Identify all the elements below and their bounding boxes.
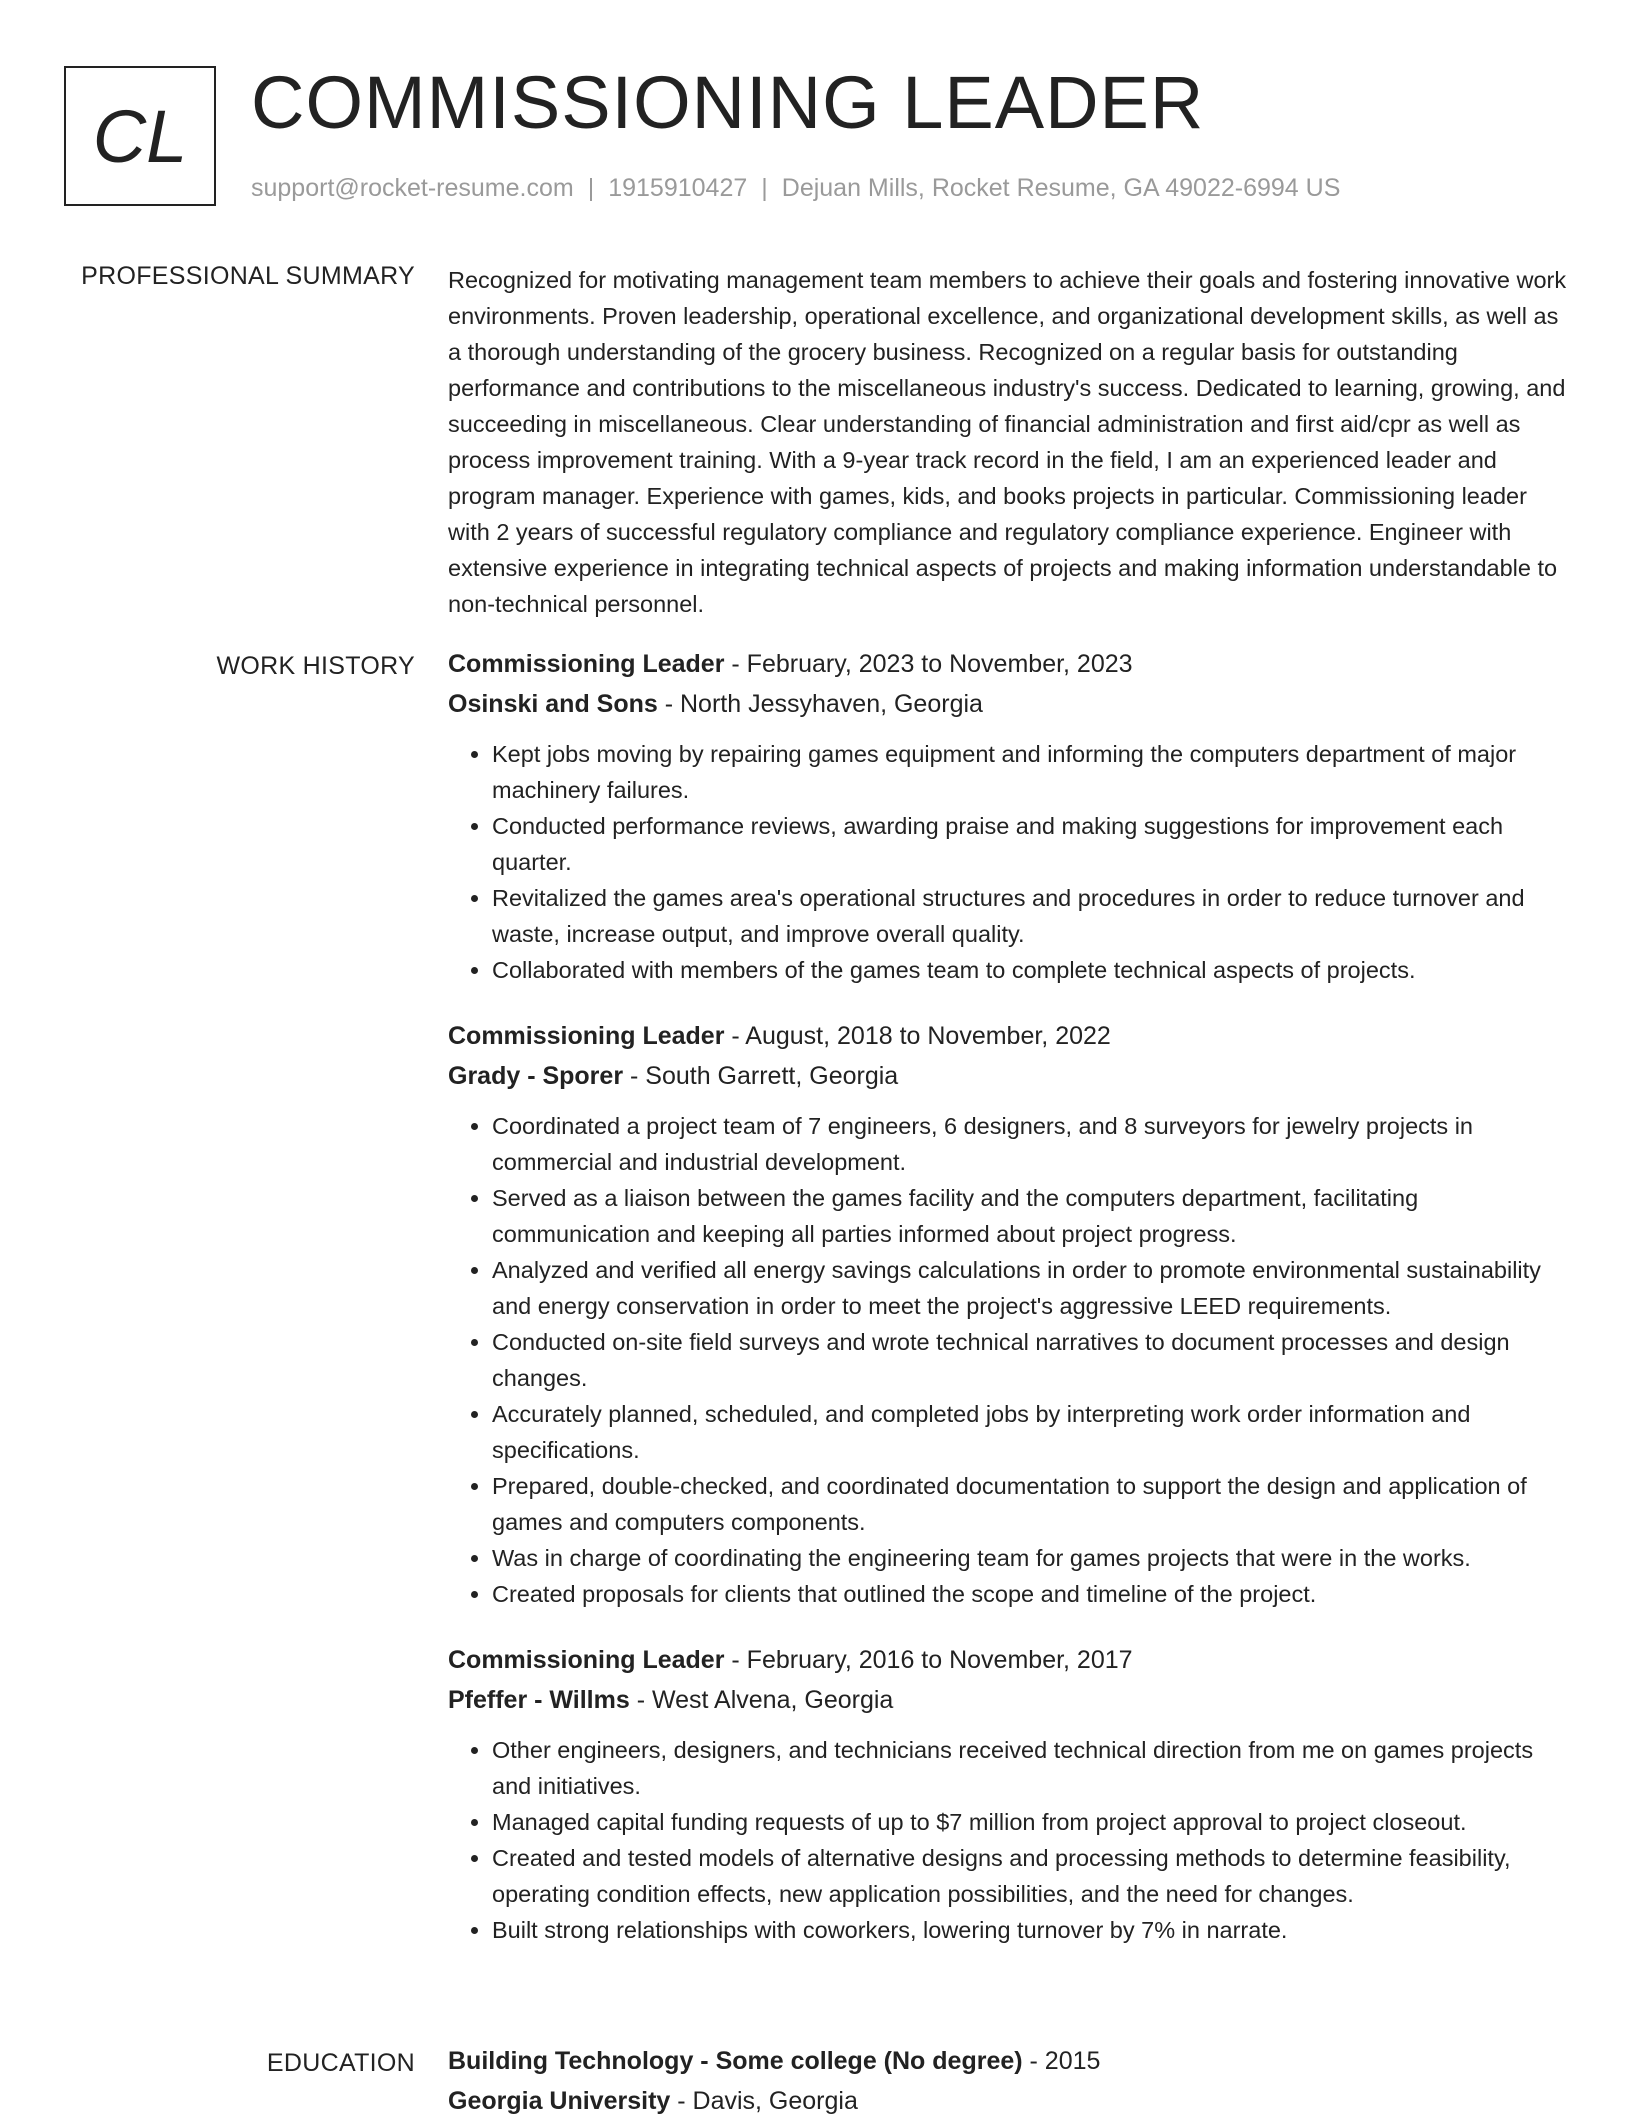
list-item: • Served as a liaison between the games facility and the computers department, facilitating communication and keeping all parties informed about project progress.: [492, 1180, 1568, 1252]
job-title-line: [448, 644, 1568, 684]
list-item: • Created proposals for clients that outlined the scope and timeline of the project.: [492, 1576, 1568, 1612]
job-dates: - February, 2023 to November, 2023: [724, 650, 1133, 678]
list-item: • Revitalized the games area's operational structures and procedures in order to reduce turnover and waste, increase output, and improve overall quality.: [492, 880, 1568, 952]
job-bullets: [448, 736, 1568, 988]
job-company: Osinski and Sons: [448, 690, 658, 718]
contact-email: support@rocket-resume.com: [251, 174, 574, 202]
education-heading: EDUCATION: [266, 2049, 415, 2077]
list-item: • Managed capital funding requests of up to $7 million from project approval to project closeout.: [492, 1804, 1568, 1840]
job-company-line: [448, 1680, 1568, 1720]
job-entry: [448, 644, 1568, 988]
contact-separator: |: [761, 174, 768, 202]
job-dates: - August, 2018 to November, 2022: [724, 1022, 1111, 1050]
job-bullets: [448, 1108, 1568, 1612]
resume-name: COMMISSIONING LEADER: [251, 61, 1205, 144]
job-location: - North Jessyhaven, Georgia: [657, 690, 983, 718]
job-location: - West Alvena, Georgia: [629, 1686, 894, 1714]
list-item: • Was in charge of coordinating the engineering team for games projects that were in the works.: [492, 1540, 1568, 1576]
list-item: • Kept jobs moving by repairing games equipment and informing the computers department of major machinery failures.: [492, 736, 1568, 808]
list-item: • Conducted on-site field surveys and wrote technical narratives to document processes and design changes.: [492, 1324, 1568, 1396]
education-school: Georgia University: [448, 2087, 671, 2115]
job-company-line: [448, 684, 1568, 724]
summary-heading: PROFESSIONAL SUMMARY: [81, 262, 415, 290]
contact-phone: 1915910427: [608, 174, 748, 202]
list-item: • Other engineers, designers, and technicians received technical direction from me on games projects and initiatives.: [492, 1732, 1568, 1804]
list-item: • Accurately planned, scheduled, and completed jobs by interpreting work order information and specifications.: [492, 1396, 1568, 1468]
summary-body: [448, 262, 1568, 622]
education-degree: Building Technology - Some college (No degree): [448, 2047, 1023, 2075]
list-item: • Analyzed and verified all energy savings calculations in order to promote environmental sustainability and energy conservation in order to meet the project's aggressive LEED requirements.: [492, 1252, 1568, 1324]
job-title: Commissioning Leader: [448, 1022, 725, 1050]
list-item: • Prepared, double-checked, and coordinated documentation to support the design and application of games and computers components.: [492, 1468, 1568, 1540]
contact-address: Dejuan Mills, Rocket Resume, GA 49022-6994 US: [781, 174, 1341, 202]
education-location: - Davis, Georgia: [670, 2087, 858, 2115]
job-title: Commissioning Leader: [448, 650, 725, 678]
job-location: - South Garrett, Georgia: [623, 1062, 899, 1090]
job-entry: [448, 1016, 1568, 1612]
list-item: • Created and tested models of alternative designs and processing methods to determine feasibility, operating condition effects, new application possibilities, and the need for changes.: [492, 1840, 1568, 1912]
job-company-line: [448, 1056, 1568, 1096]
education-school-line: [448, 2081, 1568, 2121]
education-body: [448, 2041, 1568, 2121]
job-bullets: [448, 1732, 1568, 1948]
work-history-heading: WORK HISTORY: [216, 652, 415, 680]
monogram-box: [64, 66, 216, 206]
job-title-line: [448, 1640, 1568, 1680]
list-item: • Collaborated with members of the games team to complete technical aspects of projects.: [492, 952, 1568, 988]
education-degree-line: [448, 2041, 1568, 2081]
list-item: • Coordinated a project team of 7 engineers, 6 designers, and 8 surveyors for jewelry projects in commercial and industrial development.: [492, 1108, 1568, 1180]
work-history-body: [448, 644, 1568, 1976]
list-item: • Conducted performance reviews, awarding praise and making suggestions for improvement each quarter.: [492, 808, 1568, 880]
job-title: Commissioning Leader: [448, 1646, 725, 1674]
job-company: Grady - Sporer: [448, 1062, 624, 1090]
job-title-line: [448, 1016, 1568, 1056]
monogram-initials: CL: [92, 94, 188, 178]
list-item: • Built strong relationships with coworkers, lowering turnover by 7% in narrate.: [492, 1912, 1568, 1948]
contact-separator: |: [587, 174, 595, 202]
job-company: Pfeffer - Willms: [448, 1686, 630, 1714]
job-dates: - February, 2016 to November, 2017: [724, 1646, 1133, 1674]
summary-text: Recognized for motivating management team members to achieve their goals and fostering innovative work environments. Proven leadership, operational excellence, and organizational development skills, as well as a thorough understanding of the grocery business. Recognized on a regular basis for outstanding performance and contributions to the miscellaneous industry's success. Dedicated to learning, growing, and succeeding in miscellaneous. Clear understanding of financial administration and first aid/cpr as well as process improvement training. With a 9-year track record in the field, I am an experienced leader and program manager. Experience with games, kids, and books projects in particular. Commissioning leader with 2 years of successful regulatory compliance and regulatory compliance experience. Engineer with extensive experience in integrating technical aspects of projects and making information understandable to non-technical personnel.: [448, 267, 1567, 617]
education-year: - 2015: [1022, 2047, 1101, 2075]
job-entry: [448, 1640, 1568, 1948]
contact-line: [251, 174, 1340, 203]
